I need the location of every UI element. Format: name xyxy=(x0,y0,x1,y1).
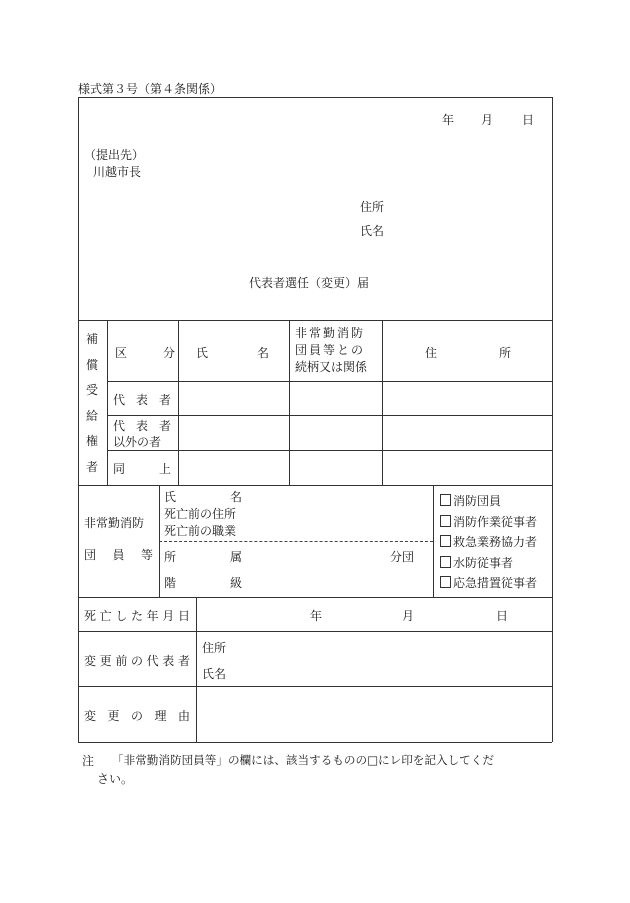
header-relation: 非常勤消防 団員等との 続柄又は関係 xyxy=(295,326,368,374)
prev-rep-address-label: 住所 xyxy=(202,641,227,655)
member-label-2: 団 員 等 xyxy=(84,548,153,562)
applicant-name-label: 氏名 xyxy=(360,224,385,238)
row-divider xyxy=(78,631,552,632)
dashed-divider xyxy=(159,541,433,542)
checkbox-flood-worker[interactable]: 水防従事者 xyxy=(440,553,537,574)
col-divider xyxy=(107,320,108,485)
col-divider xyxy=(178,320,179,485)
prev-representative-label: 変 更 前 の 代 表 者 xyxy=(84,654,190,668)
submit-to-label: （提出先） xyxy=(84,148,145,162)
branch-label: 分団 xyxy=(390,550,415,564)
death-month-label: 月 xyxy=(402,609,415,623)
header-category: 区 分 xyxy=(115,346,175,360)
beneficiary-side-label: 補 償 受 給 権 者 xyxy=(85,332,98,474)
note-prefix: 注 xyxy=(82,754,95,768)
member-name-field: 氏 名 xyxy=(164,490,242,504)
col-divider xyxy=(159,485,160,597)
note-line-1: 「非常勤消防団員等」の欄には、該当するものの□にレ印を記入してくだ xyxy=(112,753,494,767)
recipient-name: 川越市長 xyxy=(93,165,142,179)
col-divider xyxy=(433,485,434,597)
prior-address-field: 死亡前の住所 xyxy=(164,507,237,521)
form-title: 代表者選任（変更）届 xyxy=(249,276,370,290)
col-divider xyxy=(196,597,197,742)
row-non-representative-label: 代 表 者 xyxy=(113,419,171,433)
date-month-label: 月 xyxy=(481,113,494,127)
checkbox-emergency-cooperator[interactable]: 救急業務協力者 xyxy=(440,532,537,553)
death-day-label: 日 xyxy=(496,609,509,623)
prior-job-field: 死亡前の職業 xyxy=(164,524,237,538)
row-divider xyxy=(78,320,552,321)
col-divider xyxy=(382,320,383,485)
member-type-checkboxes xyxy=(440,491,537,594)
col-divider xyxy=(289,320,290,485)
date-year-label: 年 xyxy=(442,113,455,127)
checkbox-fire-corps-member[interactable]: 消防団員 xyxy=(440,491,537,512)
header-name: 氏 名 xyxy=(196,346,269,360)
form-number-label: 様式第３号（第４条関係） xyxy=(78,82,223,96)
applicant-address-label: 住所 xyxy=(360,200,385,214)
row-divider xyxy=(78,485,552,486)
prev-rep-name-label: 氏名 xyxy=(202,667,227,681)
date-day-label: 日 xyxy=(522,113,535,127)
checkbox-firefighting-worker[interactable]: 消防作業従事者 xyxy=(440,512,537,533)
row-non-representative-label-2: 以外の者 xyxy=(113,435,162,449)
table-border-bottom xyxy=(78,742,552,743)
row-same-label: 同 上 xyxy=(113,462,171,476)
affiliation-field: 所 属 xyxy=(164,550,242,564)
death-year-label: 年 xyxy=(310,609,323,623)
note-line-2: さい。 xyxy=(97,772,134,786)
row-divider xyxy=(107,381,552,382)
member-label-1: 非常勤消防 xyxy=(84,516,145,530)
row-divider xyxy=(107,415,552,416)
rank-field: 階 級 xyxy=(164,576,242,590)
header-address: 住 所 xyxy=(425,346,511,360)
change-reason-label: 変 更 の 理 由 xyxy=(84,709,190,723)
row-divider xyxy=(78,597,552,598)
table-border-left xyxy=(78,97,79,742)
row-divider xyxy=(107,450,552,451)
table-border-right xyxy=(552,97,553,742)
checkbox-emergency-measure-worker[interactable]: 応急措置従事者 xyxy=(440,573,537,594)
death-date-label: 死 亡 し た 年 月 日 xyxy=(84,609,190,623)
row-divider xyxy=(78,686,552,687)
row-representative-label: 代 表 者 xyxy=(113,393,171,407)
table-border-top xyxy=(78,97,552,98)
